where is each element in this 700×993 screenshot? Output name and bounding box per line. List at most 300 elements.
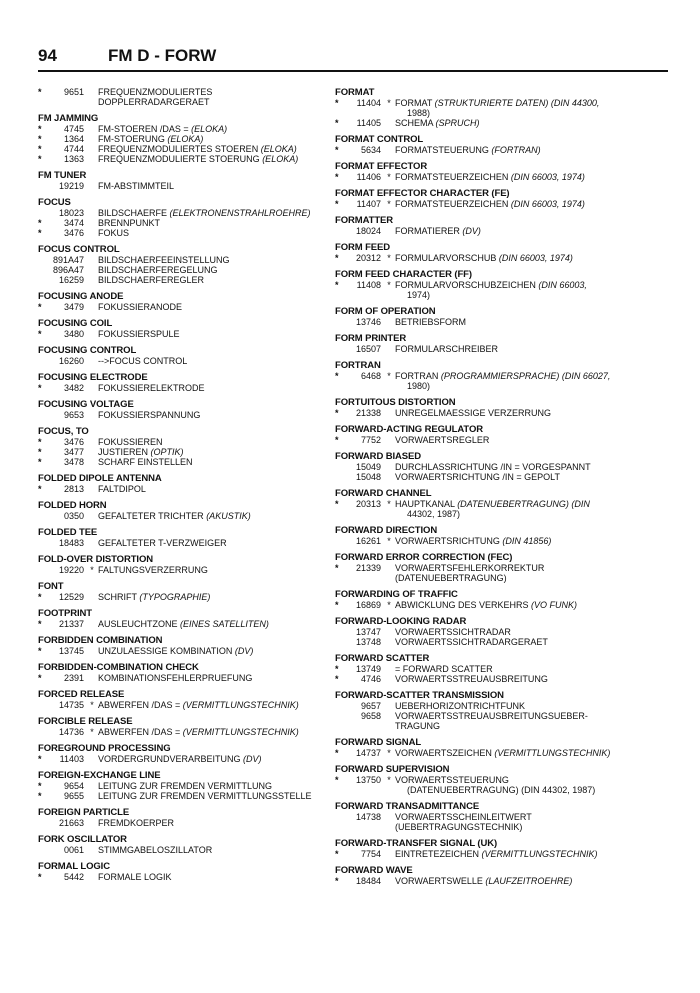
translation-row bbox=[38, 144, 343, 154]
entry-term: FORK OSCILLATOR bbox=[38, 834, 127, 845]
entry-number: 5442 bbox=[63, 872, 84, 882]
entry-number: 2813 bbox=[63, 484, 84, 494]
translation-text: BILDSCHAERFEREGELUNG bbox=[98, 265, 218, 275]
standard-marker bbox=[335, 701, 347, 711]
authority-marker: * bbox=[387, 775, 391, 785]
translation-text: SCHEMA (SPRUCH) bbox=[395, 118, 480, 128]
translation-row bbox=[38, 872, 343, 882]
authority-marker: * bbox=[90, 700, 94, 710]
translation-text: FREQUENZMODULIERTES bbox=[98, 87, 213, 97]
entry-number bbox=[50, 97, 86, 107]
standard-marker: * bbox=[335, 563, 339, 573]
entry-number: 3476 bbox=[63, 228, 84, 238]
authority-marker bbox=[86, 457, 98, 467]
entry-number: 14736 bbox=[58, 727, 84, 737]
translation-text: VORWAERTSWELLE (LAUFZEITROEHRE) bbox=[395, 876, 573, 886]
standard-marker bbox=[38, 818, 50, 828]
translation-text: FORMULARVORSCHUBZEICHEN (DIN 66003, bbox=[395, 280, 587, 290]
translation-row bbox=[38, 538, 343, 548]
authority-marker bbox=[86, 87, 98, 97]
entry-continuation: 1974) bbox=[407, 290, 431, 300]
standard-marker bbox=[38, 275, 50, 285]
translation-text: ABWERFEN /DAS = (VERMITTLUNGSTECHNIK) bbox=[98, 700, 299, 710]
entry-term: FORWARD CHANNEL bbox=[335, 488, 432, 499]
standard-marker: * bbox=[335, 674, 339, 684]
translation-text: KOMBINATIONSFEHLERPRUEFUNG bbox=[98, 673, 253, 683]
authority-marker bbox=[86, 265, 98, 275]
entry-number: 16261 bbox=[355, 536, 381, 546]
authority-marker bbox=[383, 118, 395, 128]
entry-number: 1363 bbox=[63, 154, 84, 164]
translation-text: VORWAERTSRICHTUNG /IN = GEPOLT bbox=[395, 472, 560, 482]
domain-label: (SPRUCH) bbox=[435, 118, 480, 128]
standard-marker: * bbox=[38, 754, 42, 764]
translation-text: FALTUNGSVERZERRUNG bbox=[98, 565, 208, 575]
entry-number: 7754 bbox=[360, 849, 381, 859]
dictionary-entry bbox=[38, 473, 343, 494]
entry-number: 13749 bbox=[355, 664, 381, 674]
translation-row bbox=[38, 727, 343, 737]
translation-text: FORMATSTEUERUNG (FORTRAN) bbox=[395, 145, 541, 155]
entry-term: FORMATTER bbox=[335, 215, 394, 226]
standard-marker: * bbox=[38, 437, 42, 447]
dictionary-entry bbox=[335, 838, 640, 859]
translation-text: VORWAERTSSTREUAUSBREITUNG bbox=[395, 674, 548, 684]
authority-marker bbox=[86, 447, 98, 457]
dictionary-entry bbox=[38, 770, 343, 801]
entry-term: FORMAT EFFECTOR bbox=[335, 161, 428, 172]
page-header bbox=[38, 46, 668, 72]
dictionary-entry bbox=[38, 834, 343, 855]
translation-text: FALTDIPOL bbox=[98, 484, 146, 494]
entry-continuation: (UEBERTRAGUNGSTECHNIK) bbox=[395, 822, 523, 832]
translation-text: FORMATIERER (DV) bbox=[395, 226, 481, 236]
dictionary-entry bbox=[38, 345, 343, 366]
translation-row bbox=[38, 329, 343, 339]
entry-number: 15049 bbox=[355, 462, 381, 472]
authority-marker bbox=[86, 781, 98, 791]
translation-row bbox=[38, 218, 343, 228]
authority-marker: * bbox=[387, 499, 391, 509]
translation-row bbox=[38, 818, 343, 828]
authority-marker bbox=[86, 592, 98, 602]
entry-number: 9653 bbox=[63, 410, 84, 420]
entry-number: 14737 bbox=[355, 748, 381, 758]
translation-text: VORWAERTSREGLER bbox=[395, 435, 490, 445]
entry-number: 3477 bbox=[63, 447, 84, 457]
entry-term: FORMAT CONTROL bbox=[335, 134, 424, 145]
translation-text: DOPPLERRADARGERAET bbox=[98, 97, 210, 107]
standard-marker: * bbox=[38, 134, 42, 144]
standard-marker bbox=[335, 812, 347, 822]
entry-number: 13750 bbox=[355, 775, 381, 785]
entry-term: FOLDED TEE bbox=[38, 527, 98, 538]
standard-marker bbox=[38, 97, 50, 107]
translation-text: HAUPTKANAL (DATENUEBERTRAGUNG) (DIN bbox=[395, 499, 590, 509]
translation-text: VORDERGRUNDVERARBEITUNG (DV) bbox=[98, 754, 262, 764]
domain-label: (OPTIK) bbox=[150, 447, 184, 457]
translation-row bbox=[335, 812, 640, 822]
entry-term: FOLDED HORN bbox=[38, 500, 107, 511]
authority-marker bbox=[86, 538, 98, 548]
entry-term: FOCUS bbox=[38, 197, 71, 208]
domain-label: (VERMITTLUNGSTECHNIK) bbox=[182, 700, 299, 710]
translation-row bbox=[38, 302, 343, 312]
translation-text: FORMATSTEUERZEICHEN (DIN 66003, 1974) bbox=[395, 199, 585, 209]
dictionary-entry bbox=[38, 807, 343, 828]
standard-marker: * bbox=[38, 87, 42, 97]
standard-marker bbox=[335, 637, 347, 647]
authority-marker: * bbox=[387, 172, 391, 182]
translation-row bbox=[335, 664, 640, 674]
entry-number: 21337 bbox=[58, 619, 84, 629]
standard-marker: * bbox=[38, 457, 42, 467]
entry-term: FOCUSING ANODE bbox=[38, 291, 124, 302]
translation-row bbox=[335, 627, 640, 637]
authority-marker bbox=[86, 181, 98, 191]
authority-marker bbox=[383, 812, 395, 822]
translation-row bbox=[335, 226, 640, 236]
translation-row bbox=[38, 208, 343, 218]
authority-marker bbox=[86, 302, 98, 312]
entry-term: FORWARD-ACTING REGULATOR bbox=[335, 424, 484, 435]
translation-text: STIMMGABELOSZILLATOR bbox=[98, 845, 213, 855]
domain-label: (ELEKTRONENSTRAHLROEHRE) bbox=[169, 208, 311, 218]
entry-term: FORTRAN bbox=[335, 360, 381, 371]
entry-term: FOCUSING ELECTRODE bbox=[38, 372, 148, 383]
translation-text: FREMDKOERPER bbox=[98, 818, 175, 828]
entry-number: 11406 bbox=[356, 172, 381, 182]
authority-marker: * bbox=[387, 98, 391, 108]
translation-text: FORMATSTEUERZEICHEN (DIN 66003, 1974) bbox=[395, 172, 585, 182]
dictionary-entry bbox=[38, 197, 343, 238]
dictionary-entry bbox=[38, 716, 343, 737]
entry-term: FORWARD-SCATTER TRANSMISSION bbox=[335, 690, 504, 701]
standard-marker: * bbox=[38, 619, 42, 629]
standard-marker: * bbox=[38, 218, 42, 228]
entry-number: 16260 bbox=[58, 356, 84, 366]
standard-marker bbox=[38, 265, 50, 275]
domain-label: (AKUSTIK) bbox=[206, 511, 251, 521]
entry-number: 11404 bbox=[356, 98, 381, 108]
entry-number: 18483 bbox=[58, 538, 84, 548]
dictionary-entry bbox=[335, 242, 640, 263]
left-column bbox=[38, 87, 343, 888]
entry-term: FORWARD WAVE bbox=[335, 865, 413, 876]
authority-marker: * bbox=[90, 727, 94, 737]
authority-marker bbox=[86, 410, 98, 420]
translation-text: -->FOCUS CONTROL bbox=[98, 356, 188, 366]
standard-marker bbox=[335, 226, 347, 236]
entry-number: 21663 bbox=[58, 818, 84, 828]
entry-term: FORMAL LOGIC bbox=[38, 861, 110, 872]
entry-number: 11403 bbox=[59, 754, 84, 764]
dictionary-entry bbox=[335, 801, 640, 832]
entry-term: FORMAT EFFECTOR CHARACTER (FE) bbox=[335, 188, 510, 199]
authority-marker: * bbox=[387, 199, 391, 209]
entry-number: 20312 bbox=[355, 253, 381, 263]
authority-marker bbox=[86, 646, 98, 656]
authority-marker: * bbox=[387, 600, 391, 610]
standard-marker bbox=[38, 208, 50, 218]
translation-row bbox=[335, 775, 640, 785]
translation-row bbox=[335, 674, 640, 684]
dictionary-entry bbox=[335, 134, 640, 155]
domain-label: (VERMITTLUNGSTECHNIK) bbox=[182, 727, 299, 737]
translation-row bbox=[38, 134, 343, 144]
entry-term: FORWARD DIRECTION bbox=[335, 525, 438, 536]
dictionary-entry bbox=[335, 424, 640, 445]
domain-label: (ELOKA) bbox=[260, 144, 297, 154]
translation-row bbox=[38, 754, 343, 764]
standard-marker: * bbox=[38, 144, 42, 154]
dictionary-entry bbox=[335, 737, 640, 758]
translation-row bbox=[38, 447, 343, 457]
translation-row bbox=[335, 317, 640, 327]
standard-marker: * bbox=[335, 876, 339, 886]
entry-number: 0061 bbox=[63, 845, 84, 855]
authority-marker bbox=[383, 462, 395, 472]
translation-row bbox=[335, 462, 640, 472]
standard-marker: * bbox=[335, 748, 339, 758]
translation-text: VORWAERTSSICHTRADAR bbox=[395, 627, 511, 637]
translation-row bbox=[38, 181, 343, 191]
standard-marker: * bbox=[38, 872, 42, 882]
translation-row bbox=[38, 275, 343, 285]
right-column bbox=[335, 87, 640, 892]
standard-marker: * bbox=[335, 664, 339, 674]
translation-text: FM-STOEREN /DAS = (ELOKA) bbox=[98, 124, 228, 134]
translation-text: EINTRETEZEICHEN (VERMITTLUNGSTECHNIK) bbox=[395, 849, 598, 859]
translation-row bbox=[38, 265, 343, 275]
dictionary-entry bbox=[335, 616, 640, 647]
standard-marker: * bbox=[38, 646, 42, 656]
standard-marker bbox=[38, 181, 50, 191]
dictionary-entry bbox=[38, 399, 343, 420]
translation-text: FM-STOERUNG (ELOKA) bbox=[98, 134, 204, 144]
translation-text: FORTRAN (PROGRAMMIERSPRACHE) (DIN 66027, bbox=[395, 371, 611, 381]
authority-marker bbox=[383, 849, 395, 859]
entry-number: 891A47 bbox=[52, 255, 84, 265]
translation-text: SCHARF EINSTELLEN bbox=[98, 457, 193, 467]
translation-text: LEITUNG ZUR FREMDEN VERMITTLUNGSSTELLE bbox=[98, 791, 312, 801]
translation-text: = FORWARD SCATTER bbox=[395, 664, 493, 674]
translation-row bbox=[38, 791, 343, 801]
entry-number: 15048 bbox=[355, 472, 381, 482]
authority-marker bbox=[86, 275, 98, 285]
dictionary-entry bbox=[38, 743, 343, 764]
entry-number: 9655 bbox=[63, 791, 84, 801]
translation-text: VORWAERTSZEICHEN (VERMITTLUNGSTECHNIK) bbox=[395, 748, 611, 758]
standard-marker: * bbox=[38, 154, 42, 164]
entry-continuation: (DATENUEBERTRAGUNG) (DIN 44302, 1987) bbox=[407, 785, 596, 795]
authority-marker bbox=[383, 145, 395, 155]
dictionary-entry bbox=[335, 215, 640, 236]
entry-number: 1364 bbox=[63, 134, 84, 144]
translation-row bbox=[335, 371, 640, 381]
dictionary-entry bbox=[335, 269, 640, 300]
translation-text: FORMALE LOGIK bbox=[98, 872, 172, 882]
entry-number: 896A47 bbox=[52, 265, 84, 275]
dictionary-entry bbox=[38, 244, 343, 285]
entry-term: FORBIDDEN-COMBINATION CHECK bbox=[38, 662, 199, 673]
domain-label: (VERMITTLUNGSTECHNIK) bbox=[494, 748, 611, 758]
standard-marker bbox=[335, 536, 347, 546]
entry-term: FORCIBLE RELEASE bbox=[38, 716, 133, 727]
translation-row bbox=[38, 781, 343, 791]
translation-row bbox=[38, 592, 343, 602]
authority-marker bbox=[86, 134, 98, 144]
entry-term: FONT bbox=[38, 581, 64, 592]
entry-number: 13746 bbox=[355, 317, 381, 327]
authority-marker bbox=[383, 711, 395, 721]
translation-row bbox=[38, 511, 343, 521]
authority-marker: * bbox=[90, 565, 94, 575]
entry-number: 9654 bbox=[63, 781, 84, 791]
translation-text: FORMAT (STRUKTURIERTE DATEN) (DIN 44300, bbox=[395, 98, 600, 108]
translation-row bbox=[38, 700, 343, 710]
entry-continuation: 1980) bbox=[407, 381, 431, 391]
standard-marker: * bbox=[335, 849, 339, 859]
entry-number: 0350 bbox=[63, 511, 84, 521]
authority-marker bbox=[86, 218, 98, 228]
entry-number: 19220 bbox=[58, 565, 84, 575]
dictionary-entry bbox=[335, 333, 640, 354]
dictionary-entry bbox=[38, 608, 343, 629]
entry-term: FORWARD TRANSADMITTANCE bbox=[335, 801, 480, 812]
translation-row bbox=[38, 124, 343, 134]
entry-number: 14738 bbox=[355, 812, 381, 822]
entry-number: 11405 bbox=[356, 118, 381, 128]
dictionary-entry bbox=[335, 161, 640, 182]
entry-number: 9651 bbox=[63, 87, 84, 97]
translation-text: AUSLEUCHTZONE (EINES SATELLITEN) bbox=[98, 619, 269, 629]
authority-marker bbox=[86, 356, 98, 366]
entry-continuation: TRAGUNG bbox=[395, 721, 440, 731]
authority-marker bbox=[383, 701, 395, 711]
standard-marker bbox=[335, 317, 347, 327]
translation-row bbox=[335, 98, 640, 108]
domain-label: (DIN 66003, bbox=[538, 280, 587, 290]
standard-marker: * bbox=[335, 98, 339, 108]
authority-marker bbox=[86, 754, 98, 764]
dictionary-entry bbox=[38, 662, 343, 683]
domain-label: (ELOKA) bbox=[262, 154, 299, 164]
entry-number: 18023 bbox=[58, 208, 84, 218]
entry-number: 16869 bbox=[355, 600, 381, 610]
authority-marker bbox=[383, 664, 395, 674]
translation-row bbox=[38, 457, 343, 467]
entry-term: FOLDED DIPOLE ANTENNA bbox=[38, 473, 162, 484]
page-range-title: FM D - FORW bbox=[108, 46, 217, 65]
entry-continuation: 1988) bbox=[407, 108, 431, 118]
entry-term: FORM FEED bbox=[335, 242, 391, 253]
dictionary-entry bbox=[38, 426, 343, 467]
translation-row bbox=[335, 280, 640, 290]
authority-marker bbox=[383, 344, 395, 354]
entry-term: FORMAT bbox=[335, 87, 375, 98]
translation-text: UNREGELMAESSIGE VERZERRUNG bbox=[395, 408, 552, 418]
translation-row bbox=[38, 97, 343, 107]
entry-number: 12529 bbox=[58, 592, 84, 602]
translation-row bbox=[335, 118, 640, 128]
dictionary-entry bbox=[38, 291, 343, 312]
dictionary-entry bbox=[335, 552, 640, 583]
standard-marker: * bbox=[38, 673, 42, 683]
translation-text: BILDSCHAERFE (ELEKTRONENSTRAHLROEHRE) bbox=[98, 208, 311, 218]
entry-number: 18024 bbox=[355, 226, 381, 236]
dictionary-entry bbox=[38, 170, 343, 191]
entry-term: FOCUSING CONTROL bbox=[38, 345, 137, 356]
standard-marker: * bbox=[38, 329, 42, 339]
entry-term: FORWARDING OF TRAFFIC bbox=[335, 589, 458, 600]
standard-marker: * bbox=[335, 280, 339, 290]
authority-marker bbox=[383, 472, 395, 482]
authority-marker bbox=[383, 226, 395, 236]
domain-label: (FORTRAN) bbox=[491, 145, 541, 155]
entry-number: 13745 bbox=[58, 646, 84, 656]
domain-label: (DV) bbox=[234, 646, 254, 656]
translation-row bbox=[335, 435, 640, 445]
entry-term: FOLD-OVER DISTORTION bbox=[38, 554, 153, 565]
translation-text: ABWERFEN /DAS = (VERMITTLUNGSTECHNIK) bbox=[98, 727, 299, 737]
translation-row bbox=[335, 536, 640, 546]
authority-marker bbox=[86, 124, 98, 134]
dictionary-entry bbox=[38, 635, 343, 656]
translation-row bbox=[335, 711, 640, 721]
entry-number: 13748 bbox=[355, 637, 381, 647]
entry-number: 3482 bbox=[63, 383, 84, 393]
standard-marker: * bbox=[38, 781, 42, 791]
translation-row bbox=[335, 563, 640, 573]
translation-text: JUSTIEREN (OPTIK) bbox=[98, 447, 184, 457]
translation-row bbox=[335, 253, 640, 263]
authority-marker bbox=[86, 818, 98, 828]
domain-label: (LAUFZEITROEHRE) bbox=[485, 876, 573, 886]
dictionary-entry bbox=[335, 653, 640, 684]
authority-marker bbox=[86, 673, 98, 683]
domain-label: (DV) bbox=[462, 226, 481, 236]
authority-marker: * bbox=[387, 280, 391, 290]
authority-marker: * bbox=[387, 371, 391, 381]
translation-text: FOKUSSIEREN bbox=[98, 437, 163, 447]
translation-row bbox=[335, 499, 640, 509]
standard-marker: * bbox=[335, 408, 339, 418]
translation-row bbox=[335, 172, 640, 182]
entry-term: FORWARD ERROR CORRECTION (FEC) bbox=[335, 552, 513, 563]
entry-number: 6468 bbox=[360, 371, 381, 381]
entry-term: FORM OF OPERATION bbox=[335, 306, 436, 317]
dictionary-entry bbox=[335, 360, 640, 391]
translation-row bbox=[335, 701, 640, 711]
standard-marker: * bbox=[38, 592, 42, 602]
standard-marker: * bbox=[335, 499, 339, 509]
authority-marker: * bbox=[387, 253, 391, 263]
standard-marker bbox=[335, 344, 347, 354]
authority-marker bbox=[383, 637, 395, 647]
entry-term: FORTUITOUS DISTORTION bbox=[335, 397, 456, 408]
translation-text: BETRIEBSFORM bbox=[395, 317, 467, 327]
authority-marker bbox=[86, 208, 98, 218]
translation-row bbox=[38, 484, 343, 494]
entry-term: FOOTPRINT bbox=[38, 608, 92, 619]
standard-marker bbox=[38, 255, 50, 265]
standard-marker: * bbox=[335, 435, 339, 445]
translation-row bbox=[38, 383, 343, 393]
entry-term: FORM PRINTER bbox=[335, 333, 407, 344]
standard-marker bbox=[38, 511, 50, 521]
translation-row bbox=[38, 87, 343, 97]
